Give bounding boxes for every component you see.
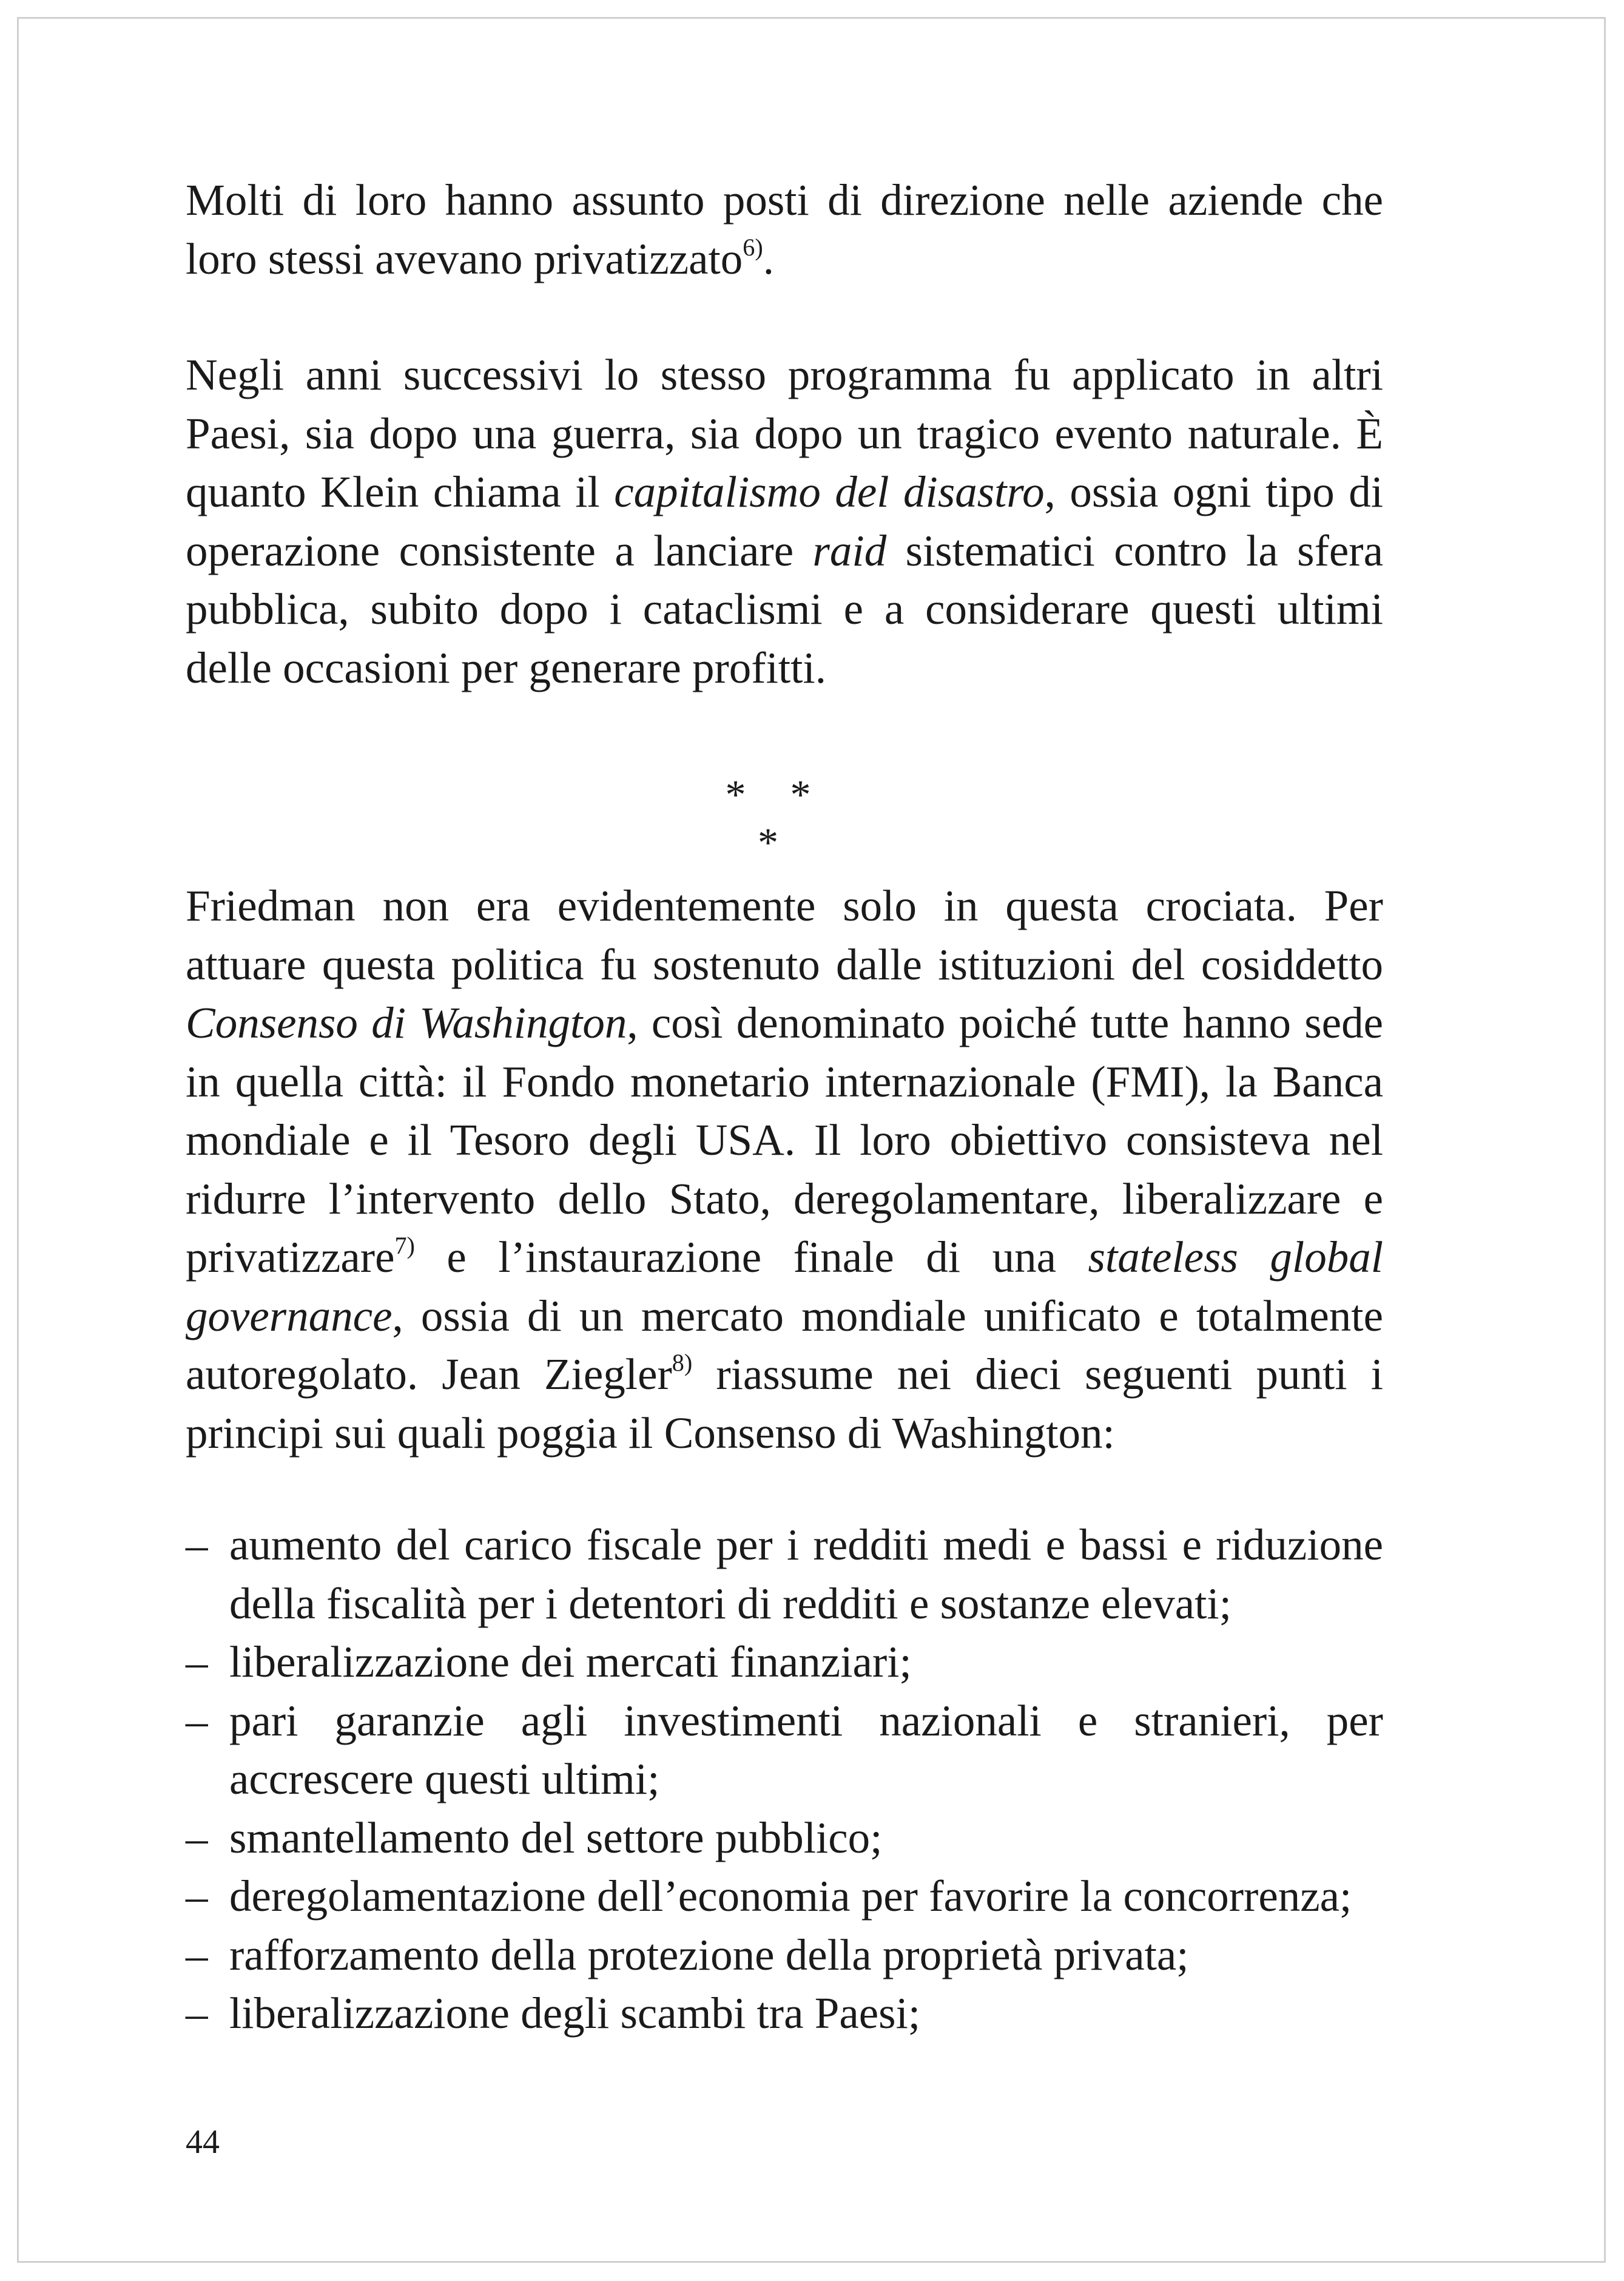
footnote-ref-8: 8): [672, 1348, 693, 1376]
list-dash: –: [186, 1989, 208, 2038]
paragraph-2-italic-2: raid: [812, 525, 887, 575]
paragraph-1: [186, 171, 1383, 288]
list-dash: –: [186, 1871, 208, 1921]
list-item-text: smantellamento del settore pubblico;: [229, 1813, 883, 1862]
footnote-ref-6: 6): [743, 233, 763, 261]
paragraph-1-end: .: [763, 234, 774, 283]
list-item-text: rafforzamento della protezione della proprietà privata;: [229, 1930, 1189, 1979]
paragraph-3-italic-1: Consenso di Washington: [186, 998, 627, 1047]
footnote-ref-7: 7): [394, 1231, 415, 1259]
paragraph-3-part-2: , così denominato poiché tutte hanno sede in quella città: il Fondo monetario internazionale (FMI), la Banca mondiale e il Tesoro degli USA. Il loro obiettivo consisteva nel ridurre l’intervento dello Stato, deregolamentare, liberalizzare e privatizzare: [186, 998, 1383, 1282]
paragraph-2-part-1: Negli anni successivi lo stesso programma fu applicato in altri Paesi, sia dopo una guerra, sia dopo un tragico evento naturale. È quanto Klein chiama il: [186, 350, 1383, 516]
list-item: [186, 1692, 1383, 1809]
list-dash: –: [186, 1813, 208, 1862]
list-dash: –: [186, 1637, 208, 1686]
list-item-text: pari garanzie agli investimenti nazionali e stranieri, per accrescere questi ultimi;: [229, 1695, 1383, 1803]
list-item: [186, 1984, 1383, 2043]
list-item: [186, 1633, 1383, 1692]
list-dash: –: [186, 1930, 208, 1979]
list-item: [186, 1516, 1383, 1633]
list-item-text: deregolamentazione dell’economia per favorire la concorrenza;: [229, 1871, 1352, 1921]
principles-list: [186, 1516, 1383, 2043]
list-dash: –: [186, 1695, 208, 1745]
paragraph-2-part-2: , ossia ogni tipo di operazione consistente a lanciare: [186, 467, 1383, 575]
paragraph-3-part-5: riassume nei dieci seguenti punti i principi sui quali poggia il Consenso di Washington:: [186, 1350, 1383, 1458]
list-item: [186, 1867, 1383, 1926]
list-item: [186, 1926, 1383, 1985]
paragraph-3: [186, 877, 1383, 1462]
list-item-text: aumento del carico fiscale per i redditi medi e bassi e riduzione della fiscalità per i detentori di redditi e sostanze elevati;: [229, 1520, 1383, 1628]
section-separator: * * *: [725, 771, 828, 865]
page-number: 44: [186, 2123, 220, 2161]
list-dash: –: [186, 1520, 208, 1569]
list-item: [186, 1809, 1383, 1868]
paragraph-3-part-3: e l’instaurazione finale di una: [414, 1232, 1088, 1282]
paragraph-2-italic-1: capitalismo del disastro: [614, 467, 1045, 516]
list-item-text: liberalizzazione degli scambi tra Paesi;: [229, 1989, 921, 2038]
paragraph-3-part-1: Friedman non era evidentemente solo in questa crociata. Per attuare questa politica fu sostenuto dalle istituzioni del cosiddetto: [186, 881, 1383, 989]
paragraph-1-text: Molti di loro hanno assunto posti di direzione nelle aziende che loro stessi avevano privatizzato: [186, 175, 1383, 283]
list-item-text: liberalizzazione dei mercati finanziari;: [229, 1637, 912, 1686]
paragraph-3-part-4: , ossia di un mercato mondiale unificato e totalmente autoregolato. Jean Ziegler: [186, 1291, 1383, 1399]
paragraph-3-italic-2: stateless global governance: [186, 1232, 1383, 1340]
paragraph-2: [186, 346, 1383, 697]
paragraph-2-part-3: sistematici contro la sfera pubblica, subito dopo i cataclismi e a considerare questi ultimi delle occasioni per generare profitti.: [186, 525, 1384, 692]
